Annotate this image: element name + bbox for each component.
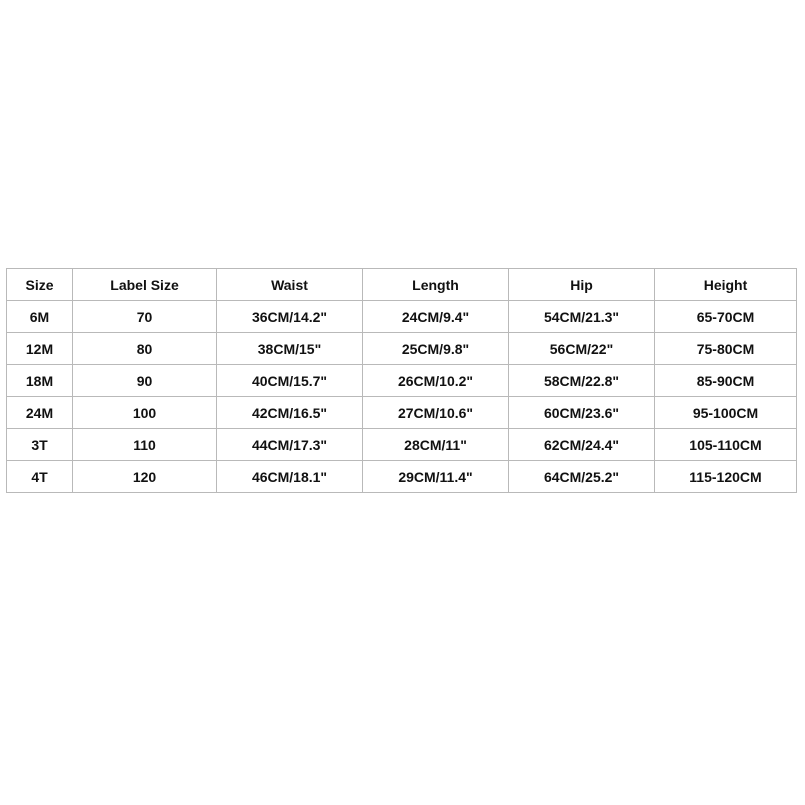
table-row — [7, 461, 797, 493]
table-row — [7, 365, 797, 397]
cell-hip: 64CM/25.2" — [509, 461, 655, 493]
cell-length: 26CM/10.2" — [363, 365, 509, 397]
cell-waist: 42CM/16.5" — [217, 397, 363, 429]
cell-size: 12M — [7, 333, 73, 365]
cell-hip: 54CM/21.3" — [509, 301, 655, 333]
table-row — [7, 333, 797, 365]
cell-hip: 62CM/24.4" — [509, 429, 655, 461]
cell-height: 75-80CM — [655, 333, 797, 365]
cell-height: 85-90CM — [655, 365, 797, 397]
cell-waist: 38CM/15" — [217, 333, 363, 365]
cell-hip: 60CM/23.6" — [509, 397, 655, 429]
cell-hip: 58CM/22.8" — [509, 365, 655, 397]
cell-waist: 46CM/18.1" — [217, 461, 363, 493]
size-chart-header — [7, 269, 797, 301]
header-waist: Waist — [217, 269, 363, 301]
cell-length: 29CM/11.4" — [363, 461, 509, 493]
cell-label-size: 80 — [73, 333, 217, 365]
cell-label-size: 110 — [73, 429, 217, 461]
cell-label-size: 100 — [73, 397, 217, 429]
header-size: Size — [7, 269, 73, 301]
cell-height: 65-70CM — [655, 301, 797, 333]
header-length: Length — [363, 269, 509, 301]
cell-hip: 56CM/22" — [509, 333, 655, 365]
cell-height: 95-100CM — [655, 397, 797, 429]
cell-length: 27CM/10.6" — [363, 397, 509, 429]
table-row — [7, 429, 797, 461]
cell-waist: 40CM/15.7" — [217, 365, 363, 397]
cell-length: 25CM/9.8" — [363, 333, 509, 365]
header-height: Height — [655, 269, 797, 301]
cell-length: 28CM/11" — [363, 429, 509, 461]
cell-waist: 36CM/14.2" — [217, 301, 363, 333]
header-row — [7, 269, 797, 301]
cell-length: 24CM/9.4" — [363, 301, 509, 333]
cell-size: 24M — [7, 397, 73, 429]
size-chart-table — [6, 268, 797, 493]
cell-height: 105-110CM — [655, 429, 797, 461]
table-row — [7, 397, 797, 429]
cell-waist: 44CM/17.3" — [217, 429, 363, 461]
table-row — [7, 301, 797, 333]
cell-size: 3T — [7, 429, 73, 461]
cell-height: 115-120CM — [655, 461, 797, 493]
cell-label-size: 70 — [73, 301, 217, 333]
cell-label-size: 120 — [73, 461, 217, 493]
cell-size: 6M — [7, 301, 73, 333]
header-label-size: Label Size — [73, 269, 217, 301]
cell-size: 4T — [7, 461, 73, 493]
size-chart-body — [7, 301, 797, 493]
header-hip: Hip — [509, 269, 655, 301]
cell-size: 18M — [7, 365, 73, 397]
cell-label-size: 90 — [73, 365, 217, 397]
